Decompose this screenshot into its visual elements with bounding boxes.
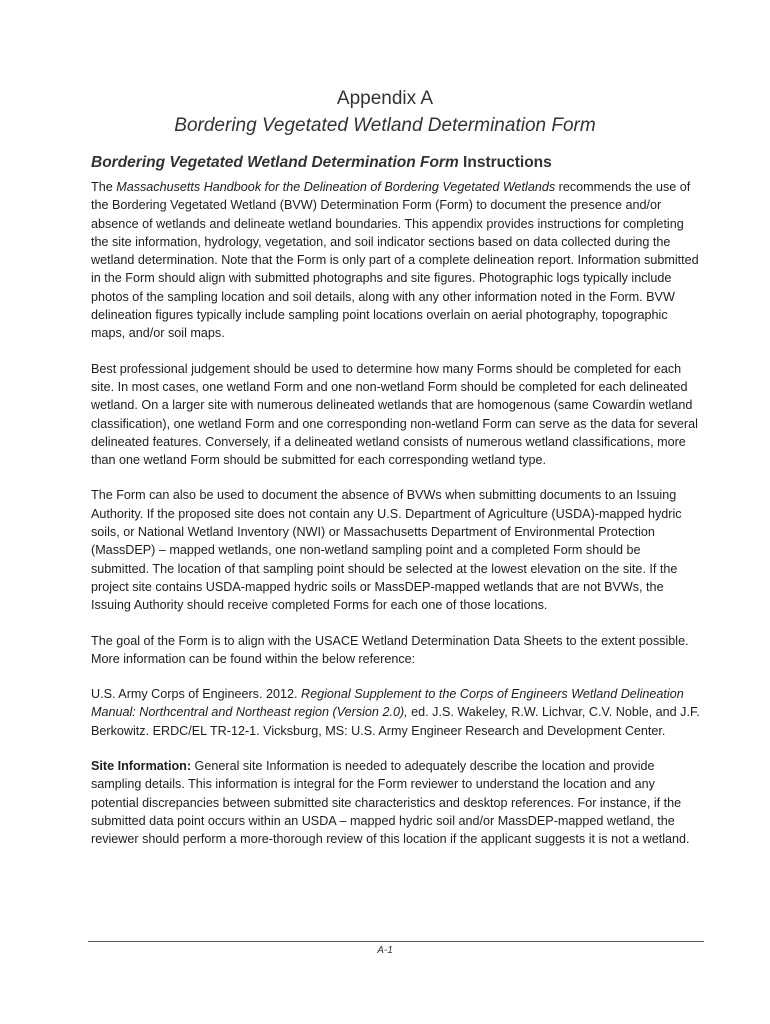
section-heading (91, 154, 701, 172)
paragraph-intro (91, 178, 701, 343)
paragraph-judgement: Best professional judgement should be used to determine how many Forms should be completed for each site. In most cases, one wetland Form and one non-wetland Form should be completed for each delineated wetland. On a larger site with numerous delineated wetlands that are homogenous (same Cowardin wetland classification), one wetland Form and one corresponding non-wetland Form can serve as the data for several delineated features. Conversely, if a delineated wetland consists of numerous wetland classifications, more than one wetland Form should be submitted for each corresponding wetland type. (91, 361, 698, 468)
paragraph-absence: The Form can also be used to document the absence of BVWs when submitting documents to an Issuing Authority. If the proposed site does not contain any U.S. Department of Agriculture (USDA)-mapped hydric soils, or National Wetland Inventory (NWI) or Massachusetts Department of Environmental Protection (MassDEP) – mapped wetlands, one non-wetland sampling point and a completed Form should be submitted. The location of that sampling point should be selected at the lowest elevation on the site. If the project site contains USDA-mapped hydric soils or MassDEP-mapped wetlands that are not BVWs, the Issuing Authority should receive completed Forms for each one of those locations. (91, 488, 682, 613)
appendix-title: Appendix A (336, 88, 434, 109)
p1-handbook-title: Massachusetts Handbook for the Delineation of Bordering Vegetated Wetlands (116, 180, 556, 194)
p5-details: ed. J.S. Wakeley, R.W. Lichvar, C.V. Noble, and J.F. Berkowitz. ERDC/EL TR-12-1. Vicksburg, MS: U.S. Army Engineer Research and Development Center. (91, 705, 700, 738)
footer-divider (88, 941, 704, 942)
paragraph-site-information (91, 757, 701, 848)
site-information-label: Site Information: (91, 759, 192, 774)
section-heading-italic: Bordering Vegetated Wetland Determination Form (91, 154, 459, 171)
p1-body: recommends the use of the Bordering Vegetated Wetland (BVW) Determination Form (Form) to document the presence and/or absence of wetlands and delineate wetland boundaries. This appendix provides instructions for completing the site information, hydrology, vegetation, and soil indicator sections based on data collected during the wetland determination. Note that the Form is only part of a complete delineation report. Information submitted in the Form should align with submitted photographs and site figures. Photographic logs typically include photos of the sampling location and soil details, along with any other information noted in the Form. BVW delineation figures typically include sampling point locations overlain on aerial photography, topographic maps, and/or soil maps. (91, 180, 699, 341)
p5-author: U.S. Army Corps of Engineers. 2012. (91, 687, 301, 702)
paragraph-goal: The goal of the Form is to align with the USACE Wetland Determination Data Sheets to the extent possible. More information can be found within the below reference: (91, 633, 689, 666)
main-content (91, 154, 701, 866)
section-heading-plain: Instructions (458, 154, 552, 171)
form-title: Bordering Vegetated Wetland Determination Form (174, 115, 596, 136)
p1-lead: The (91, 180, 117, 194)
p5-title: Regional Supplement to the Corps of Engineers Wetland Delineation Manual: Northcentral and Northeast region (Version 2.0), (91, 687, 684, 720)
site-information-text: General site Information is needed to adequately describe the location and provide sampling details. This information is integral for the Form reviewer to understand the location and any potential discrepancies between submitted site characteristics and desktop references. For instance, if the submitted data point occurs within an USDA – mapped hydric soil and/or MassDEP-mapped wetland, the reviewer should perform a more-thorough review of this location if the applicant suggests it is not a wetland. (91, 759, 690, 847)
paragraph-reference (91, 685, 701, 740)
page-number: A-1 (377, 945, 393, 956)
